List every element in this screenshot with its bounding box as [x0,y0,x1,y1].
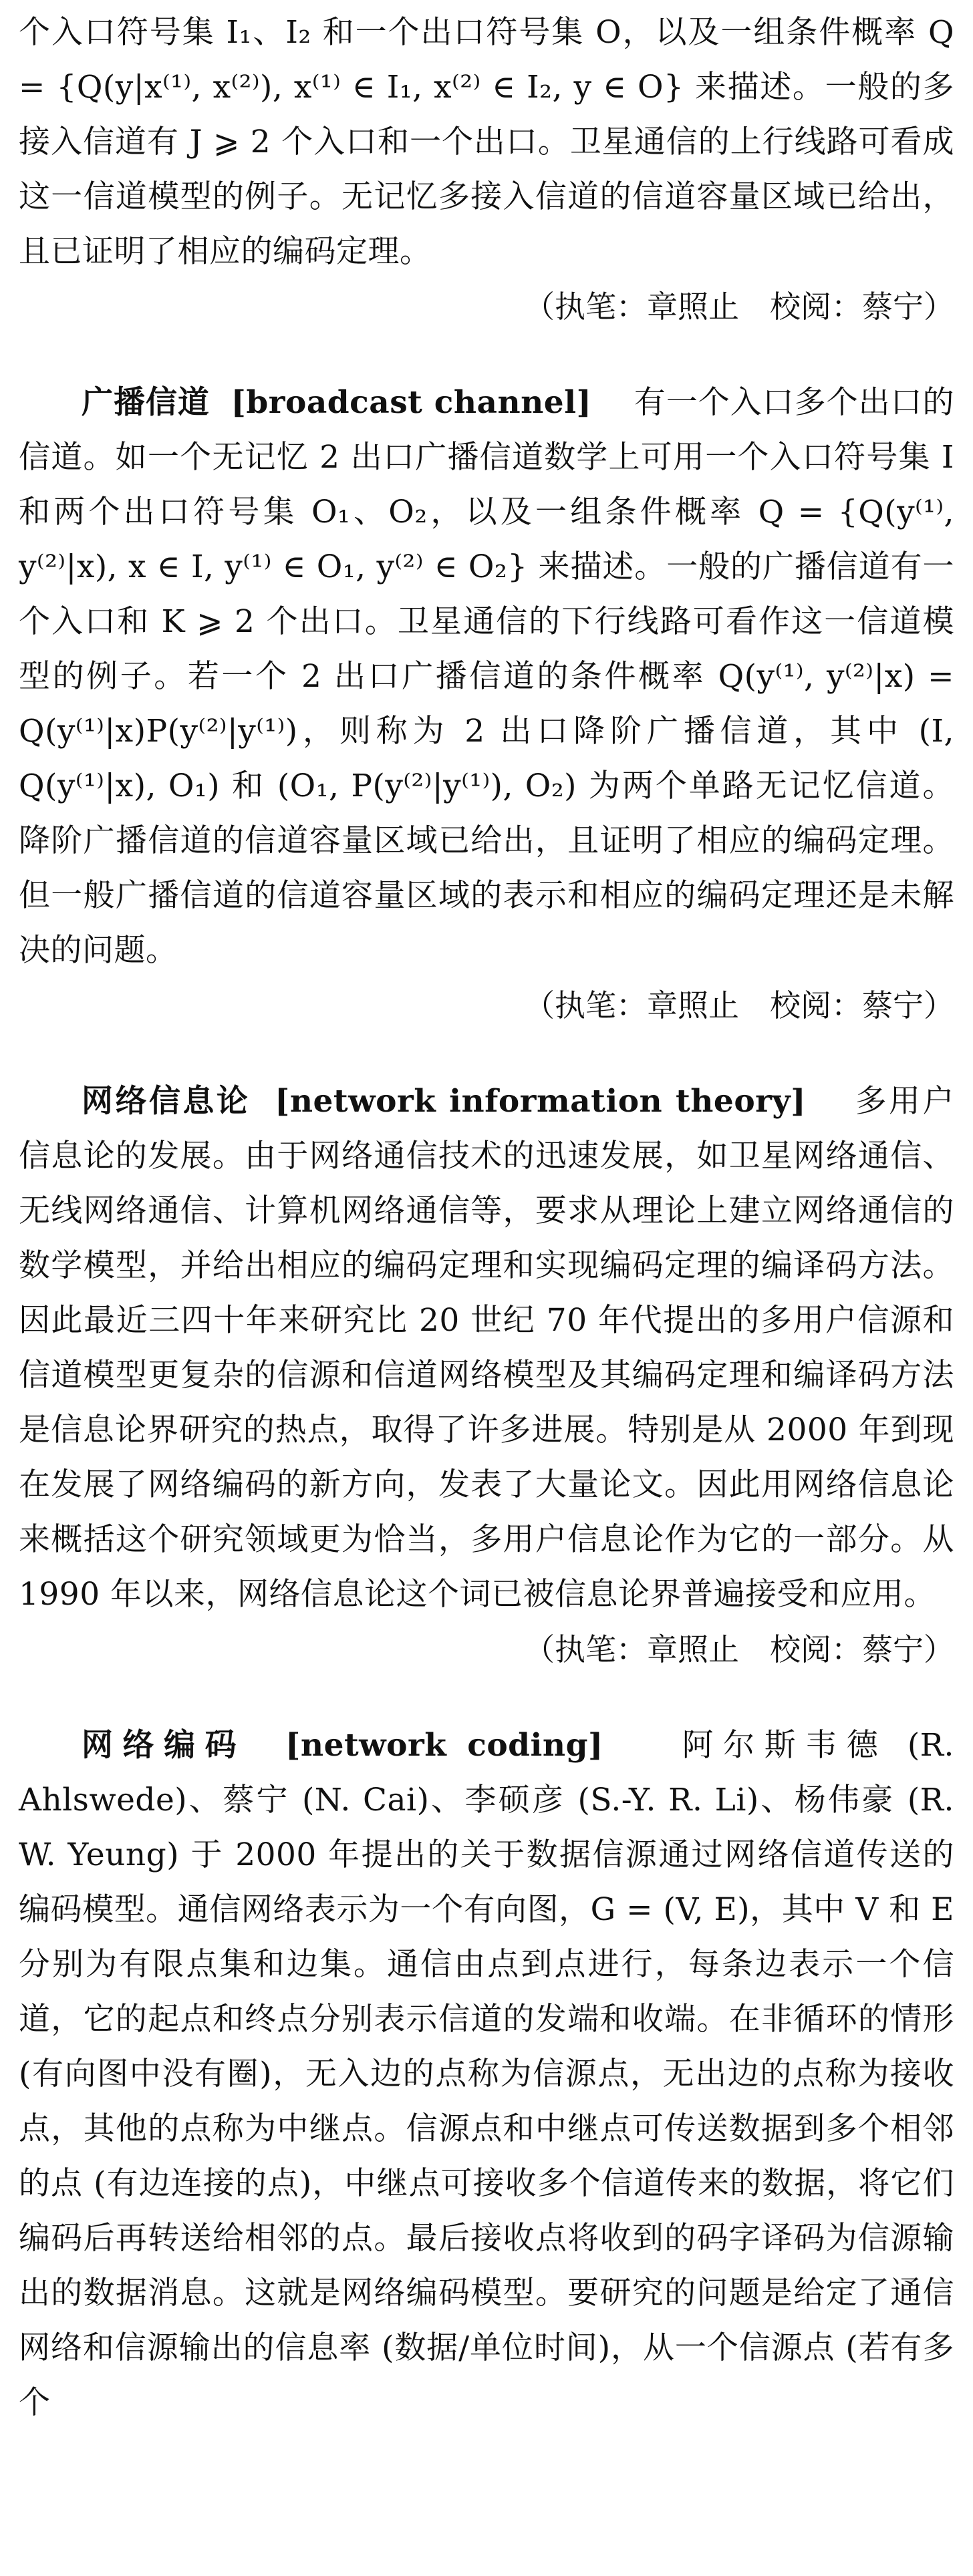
entry-mac-credit: （执笔：章照止 校阅：蔡宁） [524,289,954,325]
entry-term: 广播信道 [82,384,210,421]
entry-broadcast-channel-credit: （执笔：章照止 校阅：蔡宁） [524,987,954,1023]
entry-mac-continuation-text: 个入口符号集 I₁、I₂ 和一个出口符号集 O，以及一组条件概率 Q = {Q(y|x⁽¹⁾, x⁽²⁾), x⁽¹⁾ ∈ I₁, x⁽²⁾ ∈ I₂, y ∈ O} 来描述。一般的多接入信道有 J ⩾ 2 个入口和一个出口。卫星通信的上行线路可看成这一信道模型的例子。无记忆多接入信道的信道容量区域已给出，且已证明了相应的编码定理。 [19,14,954,270]
entry-body: 有一个入口多个出口的信道。如一个无记忆 2 出口广播信道数学上可用一个入口符号集 I 和两个出口符号集 O₁、O₂，以及一组条件概率 Q = {Q(y⁽¹⁾, y⁽²⁾|x), x ∈ I, y⁽¹⁾ ∈ O₁, y⁽²⁾ ∈ O₂} 来描述。一般的广播信道有一个入口和 K ⩾ 2 个出口。卫星通信的下行线路可看作这一信道模型的例子。若一个 2 出口广播信道的条件概率 Q(y⁽¹⁾, y⁽²⁾|x) = Q(y⁽¹⁾|x)P(y⁽²⁾|y⁽¹⁾)，则称为 2 出口降阶广播信道，其中 (I, Q(y⁽¹⁾|x), O₁) 和 (O₁, P(y⁽²⁾|y⁽¹⁾), O₂) 为两个单路无记忆信道。降阶广播信道的信道容量区域已给出，且证明了相应的编码定理。但一般广播信道的信道容量区域的表示和相应的编码定理还是未解决的问题。 [19,384,954,969]
entry-english-term: [network information theory] [275,1083,806,1120]
entry-term: 网络编码 [82,1727,247,1764]
entry-english-term: [network coding] [285,1727,603,1764]
entry-network-coding [19,1718,954,2430]
entry-english-term: [broadcast channel] [231,384,592,421]
entry-body: 多用户信息论的发展。由于网络通信技术的迅速发展，如卫星网络通信、无线网络通信、计算机网络通信等，要求从理论上建立网络通信的数学模型，并给出相应的编码定理和实现编码定理的编译码方法。因此最近三四十年来研究比 20 世纪 70 年代提出的多用户信源和信道模型更复杂的信源和信道网络模型及其编码定理和编译码方法是信息论界研究的热点，取得了许多进展。特别是从 2000 年到现在发展了网络编码的新方向，发表了大量论文。因此用网络信息论来概括这个研究领域更为恰当，多用户信息论作为它的一部分。从 1990 年以来，网络信息论这个词已被信息论界普遍接受和应用。 [19,1083,955,1613]
entry-body: 阿尔斯韦德 (R. Ahlswede)、蔡宁 (N. Cai)、李硕彦 (S.-Y. R. Li)、杨伟豪 (R. W. Yeung) 于 2000 年提出的关于数据信源通过网络信道传送的编码模型。通信网络表示为一个有向图，G = (V, E)，其中 V 和 E 分别为有限点集和边集。通信由点到点进行，每条边表示一个信道，它的起点和终点分别表示信道的发端和收端。在非循环的情形 (有向图中没有圈)，无入边的点称为信源点，无出边的点称为接收点，其他的点称为中继点。信源点和中继点可传送数据到多个相邻的点 (有边连接的点)，中继点可接收多个信道传来的数据，将它们编码后再转送给相邻的点。最后接收点将收到的码字译码为信源输出的数据消息。这就是网络编码模型。要研究的问题是给定了通信网络和信源输出的信息率 (数据/单位时间)，从一个信源点 (若有多个 [19,1727,954,2421]
entry-gap [19,334,954,375]
entry-network-information-theory-credit: （执笔：章照止 校阅：蔡宁） [524,1631,954,1667]
entry-gap [19,1033,954,1074]
entry-broadcast-channel [19,375,954,978]
entry-gap [19,1677,954,1718]
entry-network-information-theory [19,1074,954,1622]
entry-term: 网络信息论 [82,1083,251,1120]
